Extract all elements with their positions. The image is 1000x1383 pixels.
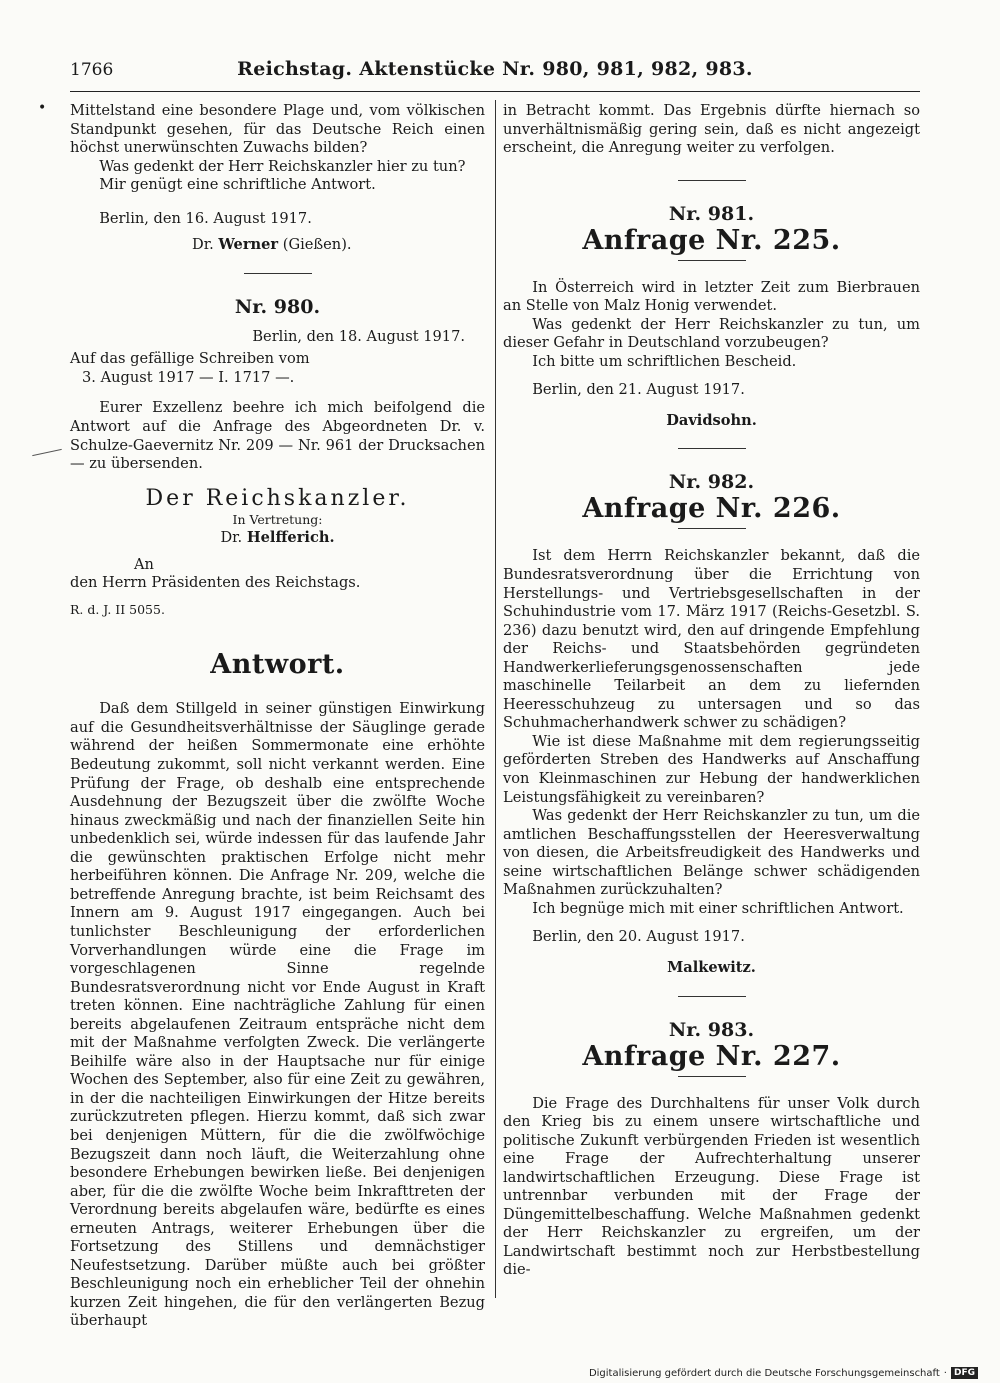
signer-prefix: Dr.	[220, 529, 243, 547]
anfrage-225-date: Berlin, den 21. August 1917.	[532, 381, 745, 399]
signature-werner	[70, 236, 485, 255]
deputy-line: In Vertretung:	[232, 511, 323, 527]
reference-line-2: 3. August 1917 — I. 1717 —.	[82, 368, 295, 386]
nr-983-heading: Nr. 983.	[668, 1018, 755, 1041]
anfrage-226-signature: Malkewitz.	[667, 958, 756, 976]
anfrage-225-text-2: Was gedenkt der Herr Reichskanzler zu tun, um dieser Gefahr in Deutschland vorzubeugen?	[503, 315, 920, 352]
page-number: 1766	[70, 60, 114, 80]
nr-982-heading: Nr. 982.	[668, 471, 755, 494]
anfrage-226-text-1: Ist dem Herrn Reichskanzler bekannt, daß die Bundesratsverordnung über die Errichtung von Herstellungs- und Vertriebsgesellschaften in der Schuhindustrie vom 17. März 1917 (Reichs-Gesetzbl. S. 236) dazu benutzt wird, den auf dringende Empfehlung der Reichs- und Staatsbehörden gegründeten Handwerkerlieferungsgenossenschaften jede maschinelle Teilarbeit an dem zu liefernden Heeresschuhzeug zu untersagen und so das Schuhmacherhandwerk schwer zu schädigen?	[503, 547, 920, 732]
footer-text: Digitalisierung gefördert durch die Deutsche Forschungsgemeinschaft	[588, 1367, 940, 1379]
margin-tick	[32, 449, 62, 456]
header-rule	[70, 91, 920, 92]
date-line: Berlin, den 16. August 1917.	[99, 209, 312, 227]
nr-980-date: Berlin, den 18. August 1917.	[252, 327, 465, 345]
address-recipient: den Herrn Präsidenten des Reichstags.	[70, 574, 361, 592]
continuation-paragraph: in Betracht kommt. Das Ergebnis dürfte hiernach so unverhältnismäßig gering sein, daß es nicht angezeigt erscheint, die Anregung weiter zu verfolgen.	[503, 102, 920, 157]
chancellor-title: Der Reichskanzler.	[145, 485, 410, 511]
nr-981-heading: Nr. 981.	[668, 202, 755, 225]
margin-mark: •	[38, 100, 47, 116]
signature-name: Werner	[218, 236, 279, 254]
anfrage-227-text: Die Frage des Durchhaltens für unser Volk durch den Krieg bis zu einem unsere wirtschaftliche und politische Zukunft verbürgenden Frieden ist wesentlich eine Frage der Aufrechterhaltung unserer landwirtschaftlichen Erzeugung. Diese Frage ist untrennbar verbunden mit der Frage der Düngemittelbeschaffung. Welche Maßnahmen gedenkt der Herr Reichskanzler zu ergreifen, um der Landwirtschaft bestimmt noch zur Herbstbestellung die-	[503, 1094, 920, 1279]
right-column	[503, 102, 920, 1280]
anfrage-226-text-2: Wie ist diese Maßnahme mit dem regierungsseitig geförderten Streben des Handwerks auf Anschaffung von Kleinmaschinen zur Hebung der handwerklichen Leistungsfähigkeit zu vereinbaren?	[503, 732, 920, 806]
column-divider	[495, 100, 496, 1298]
dfg-logo-icon: DFG	[951, 1367, 978, 1379]
reference-line-1: Auf das gefällige Schreiben vom	[70, 350, 310, 368]
anfrage-225-signature: Davidsohn.	[666, 411, 757, 429]
nr-980-body: Eurer Exzellenz beehre ich mich beifolgend die Antwort auf die Anfrage des Abgeordneten Dr. v. Schulze-Gaevernitz Nr. 209 — Nr. 961 der Drucksachen — zu übersenden.	[70, 399, 485, 473]
signer-line	[70, 529, 485, 548]
answer-body: Daß dem Stillgeld in seiner günstigen Einwirkung auf die Gesundheitsverhältnisse der Säuglinge gerade während der heißen Sommermonate eine erhöhte Bedeutung zukommt, soll nicht verkannt werden. Eine Prüfung der Frage, ob deshalb eine entsprechende Ausdehnung der Bezugszeit über die zwölfte Woche hinaus zweckmäßig und nach der finanziellen Seite hin unbedenklich sei, würde indessen für das laufende Jahr die gewünschten praktischen Erfolge nicht mehr herbeiführen können. Die Anfrage Nr. 209, welche die betreffende Anregung brachte, ist beim Reichsamt des Innern am 9. August 1917 eingegangen. Auch bei tunlichster Beschleunigung der erforderlichen Vorverhandlungen würde eine die Frage im vorgeschlagenen Sinne regelnde Bundesratsverordnung nicht vor Ende August in Kraft treten können. Eine nachträgliche Zahlung für einen bereits abgelaufenen Zeitraum entspräche nicht dem mit der Maßnahme verfolgten Zweck. Die verlängerte Beihilfe wäre also in der Hauptsache nur für einige Wochen des September, also für eine Zeit zu gewähren, in der die nachteiligen Einwirkungen der Hitze bereits zurückzutreten pflegen. Hierzu kommt, daß sich zwar bei denjenigen Müttern, für die die zwölfwöchige Bezugszeit dann noch läuft, die Weiterzahlung ohne besondere Erhebungen bewirken ließe. Bei denjenigen aber, für die die zwölfte Woche beim Inkrafttreten der Verordnung bereits abgelaufen wäre, bedürfte es eines erneuten Antrags, weiterer Erhebungen über die Fortsetzung des Stillens und demnächstiger Neufestsetzung. Darüber müßte auch bei größter Beschleunigung noch ein erheblicher Teil der ohnehin kurzen Zeit hingehen, die für den verlängerten Bezug überhaupt	[70, 700, 485, 1330]
signature-prefix: Dr.	[192, 236, 214, 254]
nr-980-heading: Nr. 980.	[234, 295, 321, 318]
anfrage-227-heading: Anfrage Nr. 227.	[582, 1040, 841, 1072]
file-reference: R. d. J. II 5055.	[70, 601, 165, 617]
running-head: Reichstag. Aktenstücke Nr. 980, 981, 982, 983.	[237, 58, 753, 80]
question-line: Was gedenkt der Herr Reichskanzler hier zu tun?	[99, 157, 466, 175]
answer-heading: Antwort.	[210, 649, 345, 681]
intro-paragraph: Mittelstand eine besondere Plage und, vom völkischen Standpunkt gesehen, für das Deutsche Reich einen höchst unerwünschten Zuwachs bilden?	[70, 102, 485, 157]
request-line: Mir genügt eine schriftliche Antwort.	[99, 176, 376, 194]
anfrage-225-text-3: Ich bitte um schriftlichen Bescheid.	[532, 352, 797, 370]
digitization-footer: Digitalisierung gefördert durch die Deutsche Forschungsgemeinschaft · DFG	[589, 1367, 978, 1379]
anfrage-226-date: Berlin, den 20. August 1917.	[532, 928, 745, 946]
left-column	[70, 102, 485, 1331]
signature-place: (Gießen).	[282, 236, 352, 254]
anfrage-226-text-3: Was gedenkt der Herr Reichskanzler zu tun, um die amtlichen Beschaffungsstellen der Heeresverwaltung von diesen, die Arbeitsfreudigkeit des Handwerks und seine wirtschaftlichen Belänge schwer schädigenden Maßnahmen zurückzuhalten?	[503, 807, 920, 899]
signer-name: Helfferich.	[246, 529, 335, 547]
anfrage-226-text-4: Ich begnüge mich mit einer schriftlichen Antwort.	[532, 899, 904, 917]
anfrage-225-heading: Anfrage Nr. 225.	[582, 224, 841, 256]
anfrage-226-heading: Anfrage Nr. 226.	[582, 493, 841, 525]
page-header	[70, 60, 920, 86]
address-an: An	[134, 555, 154, 573]
anfrage-225-text-1: In Österreich wird in letzter Zeit zum Bierbrauen an Stelle von Malz Honig verwendet.	[503, 278, 920, 315]
